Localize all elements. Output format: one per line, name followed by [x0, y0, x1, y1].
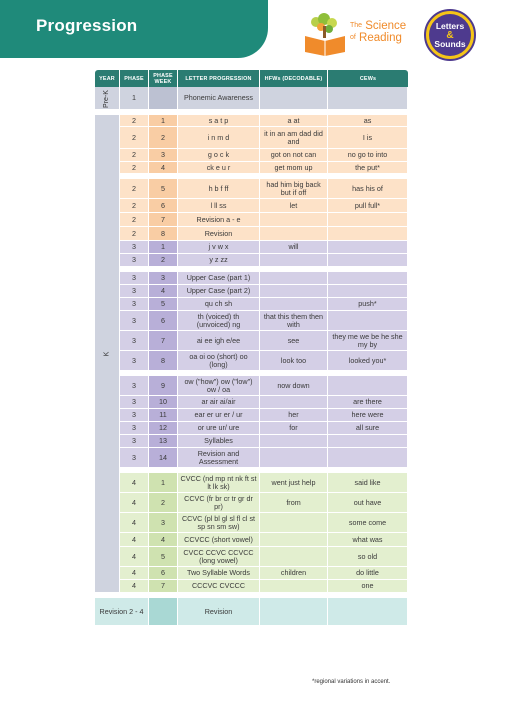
phase-week-cell: 8: [149, 351, 178, 371]
table-row: [95, 298, 408, 311]
hfw-cell: [260, 580, 328, 593]
phase-cell: 2: [120, 127, 149, 149]
phase-week-cell: 4: [149, 162, 178, 174]
phase-cell: 2: [120, 213, 149, 227]
letter-progression-cell: ar air ai/air: [178, 396, 260, 409]
letter-progression-cell: CVCC (nd mp nt nk ft st lt lk sk): [178, 473, 260, 493]
hfw-cell: [260, 547, 328, 567]
phase-cell: 3: [120, 254, 149, 267]
phase-cell: 4: [120, 493, 149, 513]
cew-cell: [328, 87, 408, 110]
hfw-cell: will: [260, 241, 328, 254]
science-of-reading-logo: [302, 12, 414, 56]
letter-progression-cell: CCVC (fr br cr tr gr dr pr): [178, 493, 260, 513]
phase-cell: 3: [120, 272, 149, 285]
phase-cell: 2: [120, 179, 149, 199]
table-row: [95, 241, 408, 254]
phase-cell: 3: [120, 435, 149, 448]
letter-progression-cell: ow ("how") ow ("low") ow / oa: [178, 376, 260, 396]
phase-cell: 3: [120, 409, 149, 422]
letter-progression-cell: ck e u r: [178, 162, 260, 174]
hfw-cell: from: [260, 493, 328, 513]
hfw-cell: [260, 254, 328, 267]
letter-progression-cell: CCVCC (short vowel): [178, 533, 260, 547]
hfw-cell: for: [260, 422, 328, 435]
letter-progression-cell: l ll ss: [178, 199, 260, 213]
hfw-cell: [260, 227, 328, 241]
hfw-cell: [260, 213, 328, 227]
cew-cell: what was: [328, 533, 408, 547]
cew-cell: push*: [328, 298, 408, 311]
hfw-cell: [260, 272, 328, 285]
phase-week-cell: 7: [149, 580, 178, 593]
letter-progression-cell: i n m d: [178, 127, 260, 149]
letter-progression-cell: Revision: [178, 227, 260, 241]
year-label-k: K: [102, 351, 110, 357]
table-row: [95, 396, 408, 409]
letter-progression-cell: CVCC CCVC CCVCC (long vowel): [178, 547, 260, 567]
cew-cell: [328, 598, 408, 626]
table-row: [95, 285, 408, 298]
phase-week-cell: 8: [149, 227, 178, 241]
letter-progression-cell: Syllables: [178, 435, 260, 448]
table-row: [95, 473, 408, 493]
phase-week-cell: 2: [149, 254, 178, 267]
phase-cell: 3: [120, 376, 149, 396]
cew-cell: [328, 285, 408, 298]
phase-week-cell: [149, 598, 178, 626]
phase-cell: 3: [120, 241, 149, 254]
phase-week-cell: 7: [149, 213, 178, 227]
letter-progression-cell: s a t p: [178, 115, 260, 127]
book-tree-icon: [302, 12, 348, 56]
table-row: [95, 311, 408, 331]
hfw-cell: it in an am dad did and: [260, 127, 328, 149]
phase-week-cell: 6: [149, 311, 178, 331]
table-row: [95, 376, 408, 396]
phase-week-cell: 2: [149, 127, 178, 149]
table-row: [95, 533, 408, 547]
progression-table: [95, 70, 408, 626]
letter-progression-cell: Revision: [178, 598, 260, 626]
cew-cell: said like: [328, 473, 408, 493]
cew-cell: they me we be he she my by: [328, 331, 408, 351]
phase-week-cell: 5: [149, 179, 178, 199]
phase-cell: 3: [120, 285, 149, 298]
letter-progression-cell: or ure ur/ ure: [178, 422, 260, 435]
revision-label-cell: Revision 2 - 4: [95, 598, 149, 626]
hfw-cell: now down: [260, 376, 328, 396]
cew-cell: I is: [328, 127, 408, 149]
phase-cell: 4: [120, 567, 149, 580]
table-row: [95, 149, 408, 162]
hfw-cell: a at: [260, 115, 328, 127]
cew-cell: has his of: [328, 179, 408, 199]
table-row: [95, 87, 408, 110]
letter-progression-cell: Revision a - e: [178, 213, 260, 227]
table-row: [95, 513, 408, 533]
phase-cell: 4: [120, 473, 149, 493]
col-cews: CEWs: [328, 70, 408, 87]
letter-progression-cell: CCCVC CVCCC: [178, 580, 260, 593]
hfw-cell: [260, 298, 328, 311]
sor-logo-text: The Science of Reading: [350, 20, 407, 45]
phase-week-cell: 6: [149, 199, 178, 213]
hfw-cell: went just help: [260, 473, 328, 493]
hfw-cell: that this them then with: [260, 311, 328, 331]
table-row: [95, 435, 408, 448]
phase-week-cell: 12: [149, 422, 178, 435]
hfw-cell: [260, 533, 328, 547]
letter-progression-cell: y z zz: [178, 254, 260, 267]
hfw-cell: get mom up: [260, 162, 328, 174]
hfw-cell: [260, 513, 328, 533]
table-row: [95, 580, 408, 593]
phase-week-cell: 13: [149, 435, 178, 448]
phase-cell: 3: [120, 351, 149, 371]
hfw-cell: had him big back but if off: [260, 179, 328, 199]
table-header-row: [95, 70, 408, 87]
phase-cell: 2: [120, 199, 149, 213]
cew-cell: [328, 227, 408, 241]
hfw-cell: children: [260, 567, 328, 580]
table-row: [95, 547, 408, 567]
cew-cell: [328, 448, 408, 468]
letter-progression-cell: j v w x: [178, 241, 260, 254]
letter-progression-cell: Phonemic Awareness: [178, 87, 260, 110]
phase-cell: 3: [120, 331, 149, 351]
cew-cell: looked you*: [328, 351, 408, 371]
cew-cell: here were: [328, 409, 408, 422]
letter-progression-cell: h b f ff: [178, 179, 260, 199]
cew-cell: no go to into: [328, 149, 408, 162]
phase-week-cell: 9: [149, 376, 178, 396]
table-row: [95, 567, 408, 580]
phase-week-cell: 11: [149, 409, 178, 422]
phase-week-cell: 10: [149, 396, 178, 409]
table-row: [95, 493, 408, 513]
hfw-cell: let: [260, 199, 328, 213]
cew-cell: [328, 376, 408, 396]
phase-cell: 2: [120, 149, 149, 162]
year-label-prek: Pre-K: [103, 89, 110, 108]
cew-cell: as: [328, 115, 408, 127]
phase-cell: 3: [120, 311, 149, 331]
phase-week-cell: 7: [149, 331, 178, 351]
phase-week-cell: 4: [149, 533, 178, 547]
hfw-cell: her: [260, 409, 328, 422]
cew-cell: [328, 254, 408, 267]
cew-cell: [328, 213, 408, 227]
phase-week-cell: 4: [149, 285, 178, 298]
phase-cell: 2: [120, 162, 149, 174]
hfw-cell: look too: [260, 351, 328, 371]
hfw-cell: [260, 87, 328, 110]
year-cell-prek: [95, 87, 120, 110]
table-row: [95, 272, 408, 285]
cew-cell: all sure: [328, 422, 408, 435]
hfw-cell: [260, 448, 328, 468]
table-row: [95, 115, 408, 127]
table-row: [95, 598, 408, 626]
table-row: [95, 254, 408, 267]
table-row: [95, 331, 408, 351]
hfw-cell: [260, 435, 328, 448]
phase-cell: 1: [120, 87, 149, 110]
cew-cell: out have: [328, 493, 408, 513]
table-row: [95, 213, 408, 227]
table-row: [95, 227, 408, 241]
phase-cell: 3: [120, 422, 149, 435]
letter-progression-cell: ai ee igh e/ee: [178, 331, 260, 351]
hfw-cell: [260, 396, 328, 409]
col-phase: PHASE: [120, 70, 149, 87]
phase-week-cell: [149, 87, 178, 110]
table-row: [95, 448, 408, 468]
phase-cell: 2: [120, 115, 149, 127]
table-row: [95, 351, 408, 371]
col-letter-progression: LETTER PROGRESSION: [178, 70, 260, 87]
phase-week-cell: 1: [149, 115, 178, 127]
col-hfws: HFWs (DECODABLE): [260, 70, 328, 87]
footnote: *regional variations in accent.: [312, 679, 391, 685]
col-phase-week: PHASE WEEK: [149, 70, 178, 87]
letter-progression-cell: th (voiced) th (unvoiced) ng: [178, 311, 260, 331]
phase-week-cell: 5: [149, 547, 178, 567]
cew-cell: are there: [328, 396, 408, 409]
table-row: [95, 179, 408, 199]
page-title: Progression: [36, 16, 138, 35]
table-row: [95, 422, 408, 435]
letter-progression-cell: g o c k: [178, 149, 260, 162]
letter-progression-cell: CCVC (pl bl gl sl fl cl st sp sn sm sw): [178, 513, 260, 533]
table-row: [95, 409, 408, 422]
phase-cell: 4: [120, 580, 149, 593]
phase-week-cell: 2: [149, 493, 178, 513]
cew-cell: do little: [328, 567, 408, 580]
phase-week-cell: 1: [149, 473, 178, 493]
letters-and-sounds-logo: Letters & Sounds: [424, 9, 476, 61]
hfw-cell: [260, 598, 328, 626]
letter-progression-cell: Upper Case (part 1): [178, 272, 260, 285]
table-row: [95, 127, 408, 149]
table-row: [95, 199, 408, 213]
letter-progression-cell: qu ch sh: [178, 298, 260, 311]
letter-progression-cell: Revision and Assessment: [178, 448, 260, 468]
phase-week-cell: 3: [149, 272, 178, 285]
phase-week-cell: 3: [149, 513, 178, 533]
letter-progression-cell: oa oi oo (short) oo (long): [178, 351, 260, 371]
phase-week-cell: 6: [149, 567, 178, 580]
year-cell-k: [95, 115, 120, 593]
hfw-cell: see: [260, 331, 328, 351]
phase-week-cell: 1: [149, 241, 178, 254]
letter-progression-cell: ear er ur er / ur: [178, 409, 260, 422]
table-row: [95, 162, 408, 174]
letter-progression-cell: Two Syllable Words: [178, 567, 260, 580]
phase-week-cell: 14: [149, 448, 178, 468]
phase-week-cell: 3: [149, 149, 178, 162]
phase-cell: 4: [120, 513, 149, 533]
cew-cell: [328, 272, 408, 285]
col-year: YEAR: [95, 70, 120, 87]
cew-cell: [328, 435, 408, 448]
phase-week-cell: 5: [149, 298, 178, 311]
phase-cell: 3: [120, 396, 149, 409]
phase-cell: 2: [120, 227, 149, 241]
phase-cell: 3: [120, 298, 149, 311]
phase-cell: 4: [120, 547, 149, 567]
cew-cell: one: [328, 580, 408, 593]
cew-cell: the put*: [328, 162, 408, 174]
cew-cell: so old: [328, 547, 408, 567]
cew-cell: some come: [328, 513, 408, 533]
cew-cell: pull full*: [328, 199, 408, 213]
letter-progression-cell: Upper Case (part 2): [178, 285, 260, 298]
hfw-cell: [260, 285, 328, 298]
hfw-cell: got on not can: [260, 149, 328, 162]
cew-cell: [328, 311, 408, 331]
cew-cell: [328, 241, 408, 254]
page-header: [0, 0, 268, 58]
phase-cell: 3: [120, 448, 149, 468]
phase-cell: 4: [120, 533, 149, 547]
